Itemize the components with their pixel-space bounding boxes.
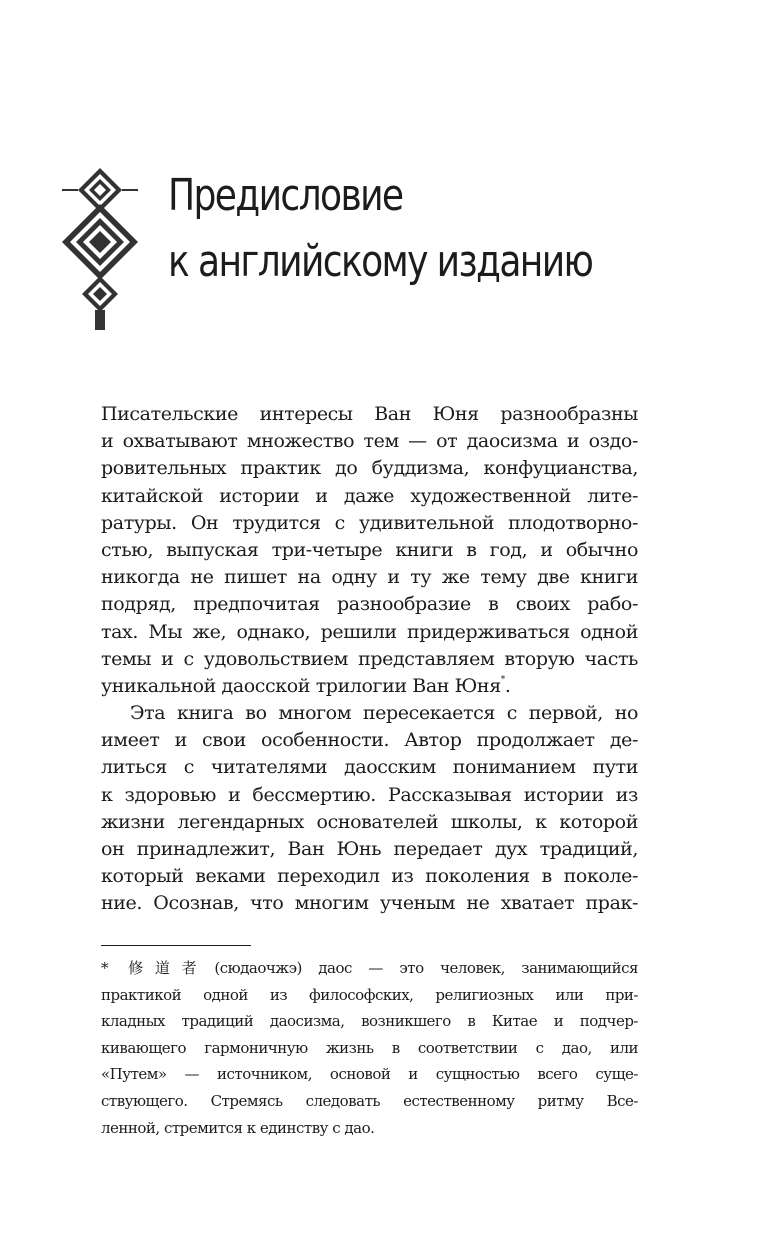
text-line-content: уникальной даосской трилогии Ван Юня: [101, 674, 501, 697]
footnote-line: [101, 955, 638, 982]
footnote-line: практикой одной из философских, религиозных или при-: [101, 985, 638, 1004]
text-line-last: [101, 673, 638, 700]
paragraph-1: [101, 401, 638, 700]
chapter-title-line-2: к английскому изданию: [168, 236, 593, 287]
footnote-line: кладных традиций даосизма, возникшего в Китае и подчер-: [101, 1012, 638, 1031]
text-line: никогда не пишет на одну и ту же тему две книги: [101, 566, 638, 589]
footnote-marker: *: [101, 959, 108, 977]
text-line: и охватывают множество тем — от даосизма и оздо-: [101, 430, 638, 453]
footnote-reference[interactable]: *: [500, 674, 505, 685]
text-line: литься с читателями даосским пониманием пути: [101, 756, 638, 779]
footnote-line: ленной, стремится к единству с дао.: [101, 1118, 375, 1137]
text-line: жизни легендарных основателей школы, к которой: [101, 810, 638, 833]
text-line: ние. Осознав, что многим ученым не хватает прак-: [101, 892, 638, 915]
footnote-hanzi: 修道者: [116, 959, 209, 977]
footnote-line-rest: (сюдаочжэ) даос — это человек, занимающийся: [214, 959, 638, 977]
chapter-title-line-1: Предисловие: [168, 170, 403, 221]
text-line: темы и с удовольствием представляем вторую часть: [101, 647, 638, 670]
text-line: тах. Мы же, однако, решили придерживаться одной: [101, 620, 638, 643]
text-line: стью, выпуская три-четыре книги в год, и обычно: [101, 538, 638, 561]
text-line: он принадлежит, Ван Юнь передает дух традиций,: [101, 838, 638, 860]
text-line: ратуры. Он трудится с удивительной плодотворно-: [101, 511, 638, 534]
text-line: имеет и свои особенности. Автор продолжает де-: [101, 729, 638, 752]
ornament-graphic: [62, 168, 138, 330]
paragraph-2: [101, 700, 638, 918]
text-line: подряд, предпочитая разнообразие в своих рабо-: [101, 593, 638, 616]
footnote-line: «Путем» — источником, основой и сущностью всего суще-: [101, 1065, 638, 1084]
diamond-ornament-icon: [62, 168, 138, 330]
footnote-line: ствующего. Стремясь следовать естественному ритму Все-: [101, 1091, 638, 1110]
footnote-divider: [101, 945, 251, 946]
text-line: Писательские интересы Ван Юня разнообразны: [101, 403, 638, 425]
text-line: к здоровью и бессмертию. Рассказывая истории из: [101, 783, 638, 806]
text-line: Эта книга во многом пересекается с первой, но: [130, 702, 638, 725]
text-line: китайской истории и даже художественной лите-: [101, 484, 638, 507]
chapter-title: [168, 163, 592, 295]
text-line: который веками переходил из поколения в поколе-: [101, 865, 638, 888]
footnote-line: кивающего гармоничную жизнь в соответствии с дао, или: [101, 1038, 638, 1057]
footnote: [101, 955, 638, 1141]
sentence-end: .: [504, 674, 511, 697]
body-text: [101, 401, 638, 918]
text-line: ровительных практик до буддизма, конфуцианства,: [101, 457, 638, 480]
